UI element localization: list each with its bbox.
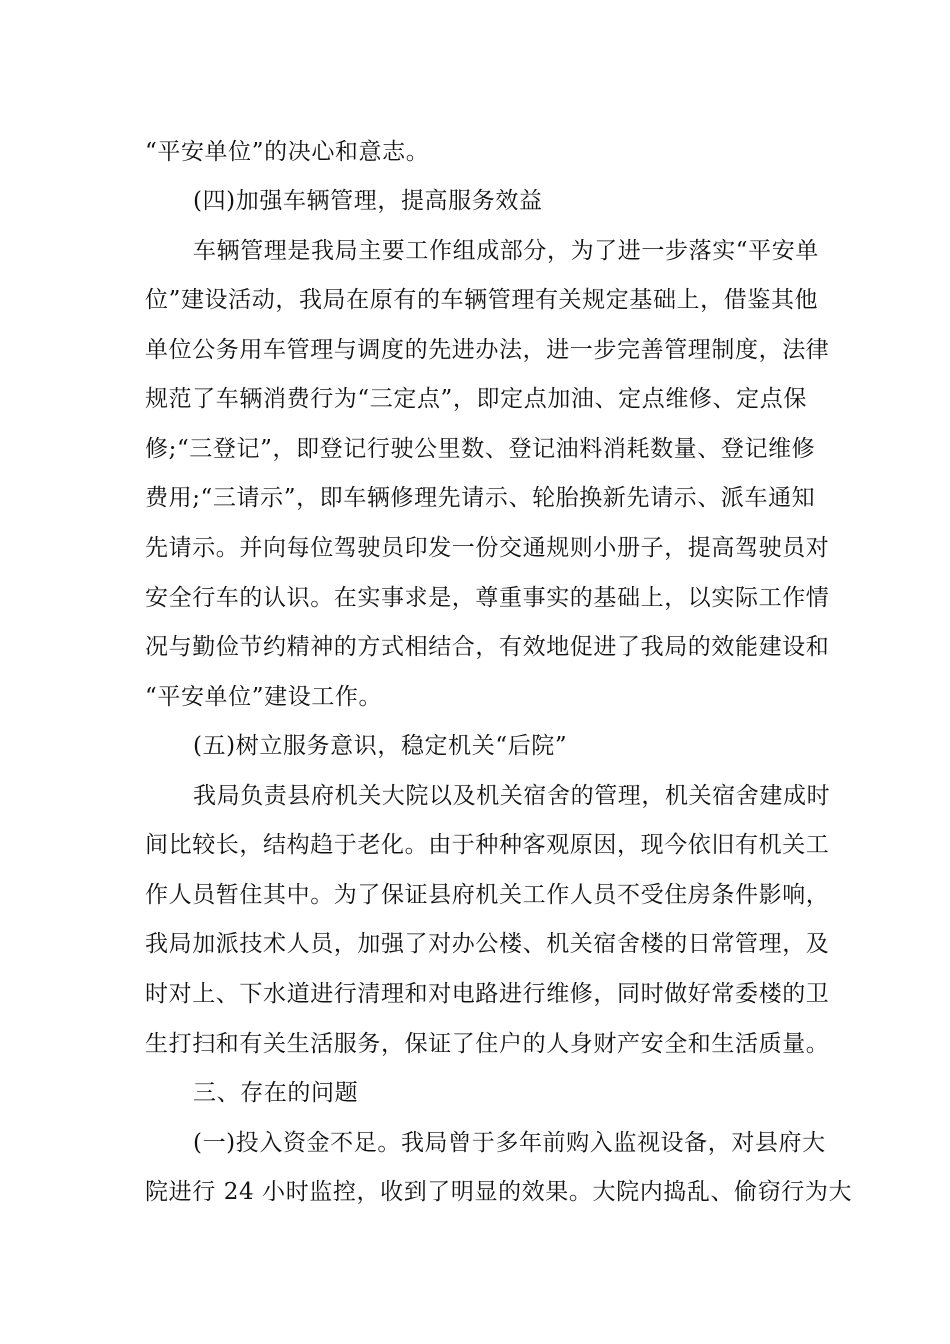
paragraph-line: 时对上、下水道进行清理和对电路进行维修，同时做好常委楼的卫 <box>145 981 830 1007</box>
paragraph-line: 生打扫和有关生活服务，保证了住户的人身财产安全和生活质量。 <box>145 1031 830 1057</box>
paragraph-line: “平安单位”的决心和意志。 <box>145 139 430 165</box>
section-heading: 三、存在的问题 <box>193 1080 359 1106</box>
paragraph-line: 作人员暂住其中。为了保证县府机关工作人员不受住房条件影响， <box>145 882 830 908</box>
paragraph-line: 位”建设活动，我局在原有的车辆管理有关规定基础上，借鉴其他 <box>145 287 819 313</box>
paragraph-line: 车辆管理是我局主要工作组成部分，为了进一步落实“平安单 <box>193 238 819 264</box>
paragraph-line: 规范了车辆消费行为“三定点”，即定点加油、定点维修、定点保 <box>145 386 807 412</box>
paragraph-line: 院进行 24 小时监控，收到了明显的效果。大院内捣乱、偷窃行为大 <box>145 1179 853 1205</box>
section-heading: (五)树立服务意识，稳定机关“后院” <box>193 733 568 759</box>
paragraph-line: “平安单位”建设工作。 <box>145 684 383 710</box>
paragraph-line: 安全行车的认识。在实事求是，尊重事实的基础上，以实际工作情 <box>145 585 830 611</box>
section-heading: (四)加强车辆管理，提高服务效益 <box>193 188 543 214</box>
paragraph-line: 况与勤俭节约精神的方式相结合，有效地促进了我局的效能建设和 <box>145 634 830 660</box>
paragraph-line: 单位公务用车管理与调度的先进办法，进一步完善管理制度，法律 <box>145 337 830 363</box>
paragraph-line: 修;“三登记”，即登记行驶公里数、登记油料消耗数量、登记维修 <box>145 436 816 462</box>
paragraph-line: (一)投入资金不足。我局曾于多年前购入监视设备，对县府大 <box>193 1130 826 1156</box>
paragraph-line: 间比较长，结构趋于老化。由于种种客观原因，现今依旧有机关工 <box>145 832 830 858</box>
paragraph-line: 先请示。并向每位驾驶员印发一份交通规则小册子，提高驾驶员对 <box>145 535 830 561</box>
paragraph-line: 费用;“三请示”，即车辆修理先请示、轮胎换新先请示、派车通知 <box>145 485 816 511</box>
paragraph-line: 我局负责县府机关大院以及机关宿舍的管理，机关宿舍建成时 <box>193 783 831 809</box>
paragraph-line: 我局加派技术人员，加强了对办公楼、机关宿舍楼的日常管理，及 <box>145 931 830 957</box>
